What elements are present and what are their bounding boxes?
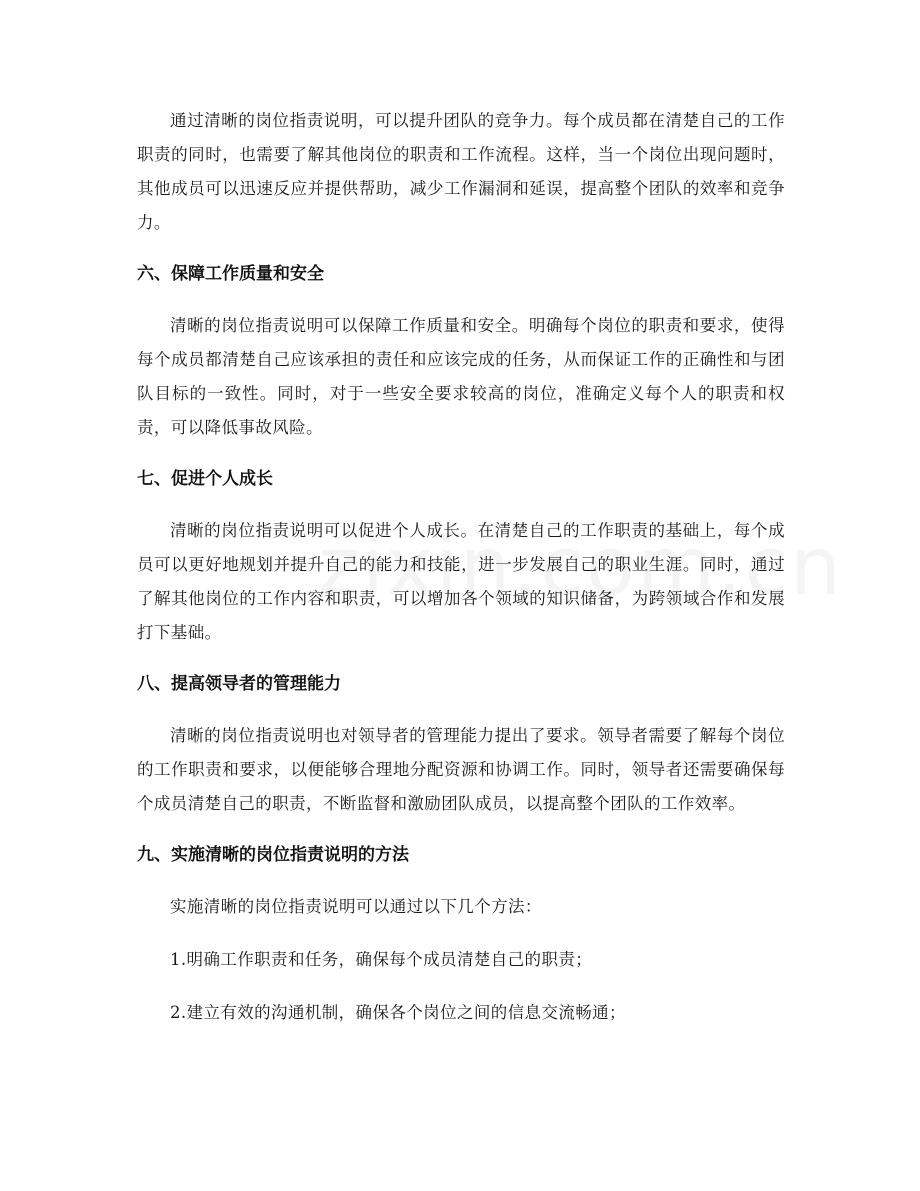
heading-section-8: 八、提高领导者的管理能力 [137,674,341,694]
heading-section-6: 六、保障工作质量和安全 [137,264,324,284]
paragraph-personal-growth: 清晰的岗位指责说明可以促进个人成长。在清楚自己的工作职责的基础上，每个成员可以更好地规划并提升自己的能力和技能，进一步发展自己的职业生涯。同时，通过了解其他岗位的工作内容和职责，可以增加各个领域的知识储备，为跨领域合作和发展打下基础。 [137,521,785,642]
list-item-2: 2.建立有效的沟通机制，确保各个岗位之间的信息交流畅通； [170,1003,626,1022]
heading-section-7: 七、促进个人成长 [137,469,273,489]
paragraph-methods-intro: 实施清晰的岗位指责说明可以通过以下几个方法： [170,897,542,916]
paragraph-leadership: 清晰的岗位指责说明也对领导者的管理能力提出了要求。领导者需要了解每个岗位的工作职责和要求，以便能够合理地分配资源和协调工作。同时，领导者还需要确保每个成员清楚自己的职责，不断监督和激励团队成员，以提高整个团队的工作效率。 [137,726,785,813]
paragraph-competitiveness: 通过清晰的岗位指责说明，可以提升团队的竞争力。每个成员都在清楚自己的工作职责的同时，也需要了解其他岗位的职责和工作流程。这样，当一个岗位出现问题时，其他成员可以迅速反应并提供帮助，减少工作漏洞和延误，提高整个团队的效率和竞争力。 [137,111,785,232]
paragraph-quality-safety: 清晰的岗位指责说明可以保障工作质量和安全。明确每个岗位的职责和要求，使得每个成员都清楚自己应该承担的责任和应该完成的任务，从而保证工作的正确性和与团队目标的一致性。同时，对于一些安全要求较高的岗位，准确定义每个人的职责和权责，可以降低事故风险。 [137,316,785,437]
heading-section-9: 九、实施清晰的岗位指责说明的方法 [137,845,409,865]
list-item-1: 1.明确工作职责和任务，确保每个成员清楚自己的职责； [170,950,593,969]
document-body [137,104,785,1049]
